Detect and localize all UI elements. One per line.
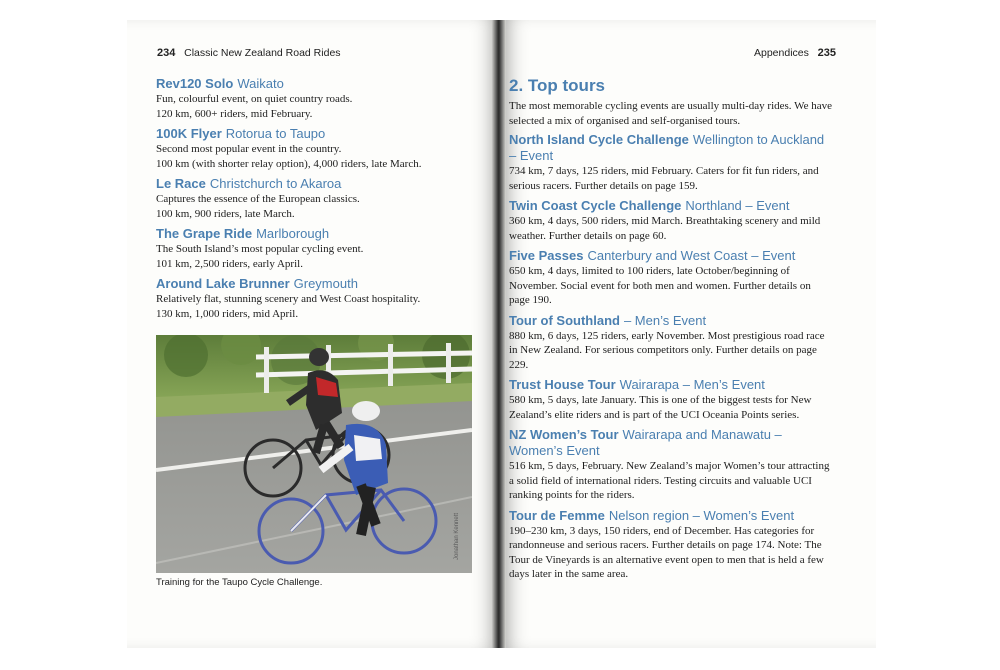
open-book (127, 20, 876, 648)
event-description: The South Island’s most popular cycling event. (156, 243, 364, 255)
tour-entry (509, 198, 834, 243)
tour-heading (509, 248, 834, 264)
right-page-content (509, 76, 834, 587)
tour-entry (509, 377, 834, 422)
tour-title: Five Passes (509, 248, 584, 263)
event-details: 101 km, 2,500 riders, early April. (156, 257, 303, 270)
event-details: 120 km, 600+ riders, mid February. (156, 107, 313, 120)
page-number: 235 (817, 47, 836, 59)
event-heading (156, 126, 474, 142)
event-description: Relatively flat, stunning scenery and West Coast hospitality. (156, 293, 421, 305)
right-page (499, 20, 876, 648)
tour-title: Twin Coast Cycle Challenge (509, 198, 682, 213)
tour-title: NZ Women’s Tour (509, 427, 619, 442)
tour-location: Wairarapa and Manawatu – Women’s Event (509, 427, 782, 458)
event-details: 130 km, 1,000 riders, mid April. (156, 307, 299, 320)
event-entry (156, 276, 474, 321)
event-title: Around Lake Brunner (156, 276, 290, 291)
tour-description: 190–230 km, 3 days, 150 riders, end of December. Has categories for randonneuse and serious racers. Further details on page 174. Note: The Tour de Vineyards is an alternative event open to men that is held a few days later in the same area. (509, 524, 824, 580)
tour-location: Nelson region – Women’s Event (608, 507, 795, 523)
running-head: Appendices (754, 47, 809, 59)
event-location: Waikato (237, 76, 284, 91)
event-title: The Grape Ride (156, 226, 253, 241)
event-heading (156, 276, 474, 292)
tour-description: 580 km, 5 days, late January. This is one of the biggest tests for New Zealand’s elite riders and is part of the UCI Oceania Points series. (509, 394, 812, 421)
tour-location: Canterbury and West Coast – Event (587, 248, 796, 263)
tour-description: 880 km, 6 days, 125 riders, early November. Most prestigious road race in New Zealand. For serious competitors only. Further details on page 229. (509, 329, 825, 371)
event-entry (156, 76, 474, 121)
event-entry (156, 126, 474, 171)
tour-entry (509, 313, 834, 373)
tour-description: 516 km, 5 days, February. New Zealand’s major Women’s tour attracting a solid field of international riders. Testing circuits and valuable UCI ranking points for the riders. (509, 460, 830, 501)
tour-heading (509, 508, 834, 524)
running-head: Classic New Zealand Road Rides (184, 47, 341, 59)
event-heading (156, 76, 474, 92)
tour-entry (509, 508, 834, 582)
event-details: 100 km (with shorter relay option), 4,000 riders, late March. (156, 157, 422, 170)
tour-heading (509, 377, 834, 393)
photo-caption: Training for the Taupo Cycle Challenge. (156, 577, 323, 588)
tour-heading (509, 313, 834, 329)
tour-location: Northland – Event (685, 198, 790, 213)
event-location: Marlborough (256, 226, 330, 241)
event-title: Rev120 Solo (156, 76, 234, 91)
tour-title: North Island Cycle Challenge (509, 132, 689, 147)
tour-heading (509, 132, 834, 164)
left-page-header (157, 47, 341, 59)
event-details: 100 km, 900 riders, late March. (156, 207, 295, 220)
tour-entry (509, 132, 834, 193)
event-heading (156, 176, 474, 192)
event-description: Captures the essence of the European classics. (156, 193, 360, 205)
tour-title: Tour de Femme (509, 507, 605, 523)
tour-location: – Men’s Event (623, 312, 707, 328)
tour-description: 360 km, 4 days, 500 riders, mid March. Breathtaking scenery and mild weather. Further details on page 60. (509, 215, 821, 242)
tour-description: 734 km, 7 days, 125 riders, mid February. Caters for fit fun riders, and serious racers. Further details on page 159. (509, 165, 819, 192)
section-intro: The most memorable cycling events are usually multi-day rides. We have selected a mix of organised and self-organised tours. (509, 100, 833, 127)
tour-location: Wellington to Auckland – Event (509, 132, 825, 163)
tour-location: Wairarapa – Men’s Event (619, 377, 765, 392)
event-heading (156, 226, 474, 242)
left-page (127, 20, 499, 648)
photo-credit: Jonathan Kennett (454, 512, 460, 560)
event-entry (156, 176, 474, 221)
event-location: Rotorua to Taupo (225, 126, 326, 141)
left-page-content (156, 76, 474, 326)
right-page-header (754, 47, 836, 59)
page-number: 234 (157, 47, 176, 59)
event-location: Christchurch to Akaroa (209, 176, 342, 191)
tour-entry (509, 248, 834, 308)
event-description: Fun, colourful event, on quiet country roads. (156, 93, 353, 105)
tour-description: 650 km, 4 days, limited to 100 riders, late October/beginning of November. Social event for both men and women. Further details on page 190. (509, 265, 811, 306)
tour-heading (509, 198, 834, 214)
tour-entry (509, 427, 834, 503)
cyclists-photo (156, 335, 472, 573)
event-title: 100K Flyer (156, 126, 222, 141)
book-spine (492, 20, 506, 648)
event-entry (156, 226, 474, 271)
tour-heading (509, 427, 834, 459)
event-location: Greymouth (293, 276, 358, 291)
event-title: Le Race (156, 176, 206, 191)
tour-title: Tour of Southland (509, 312, 620, 328)
tour-title: Trust House Tour (509, 377, 616, 392)
section-title: 2. Top tours (509, 76, 606, 95)
event-description: Second most popular event in the country. (156, 143, 342, 155)
